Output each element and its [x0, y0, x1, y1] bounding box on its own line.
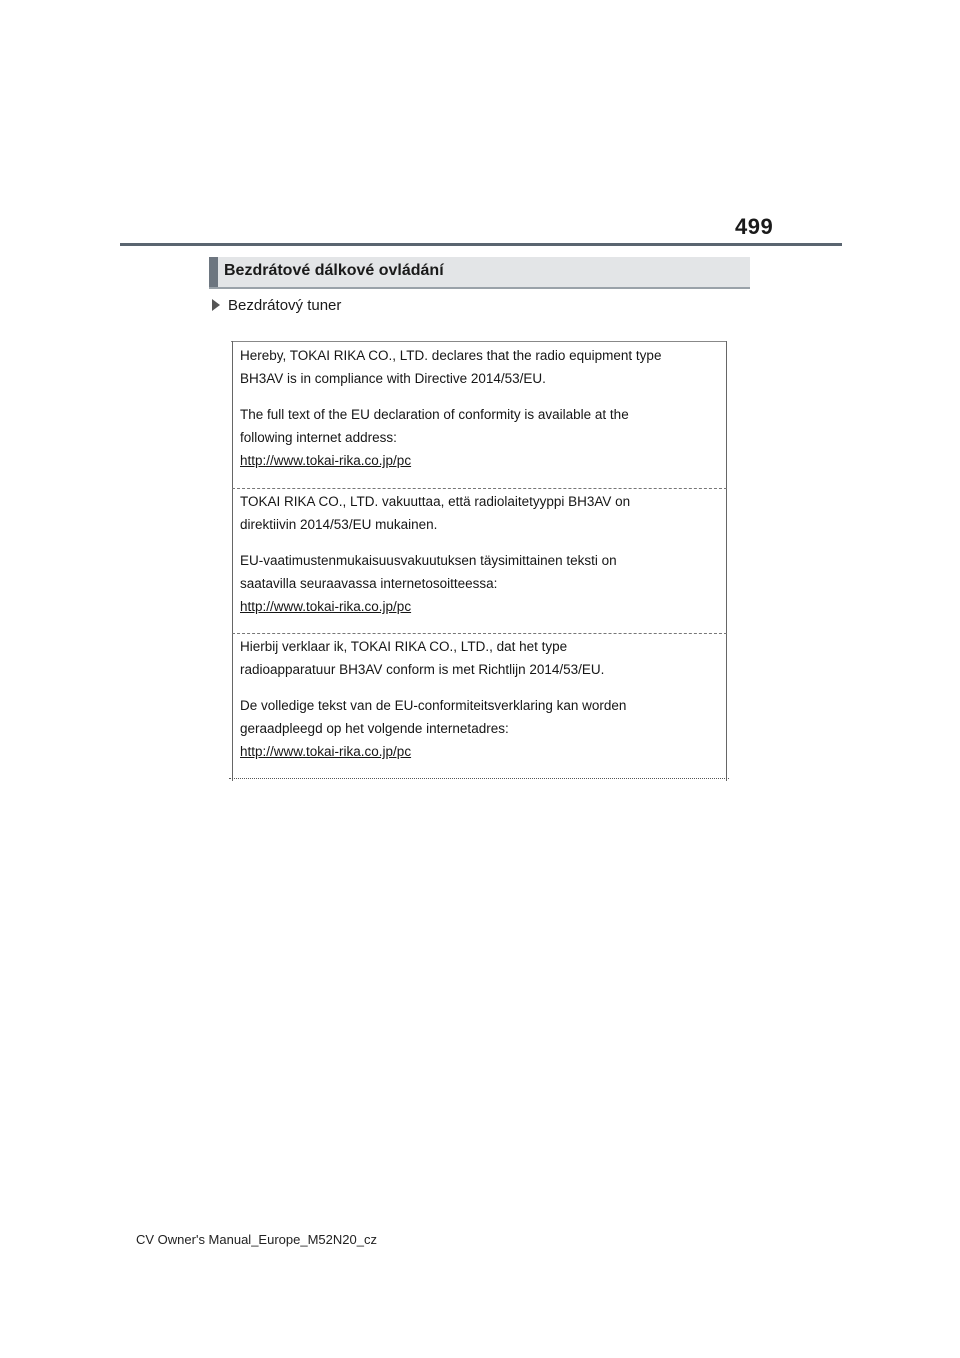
declaration-line: following internet address:: [240, 430, 397, 445]
declaration-url[interactable]: http://www.tokai-rika.co.jp/pc: [240, 744, 412, 759]
declaration-finnish: [240, 490, 718, 618]
box-right-edge: [726, 341, 727, 781]
declaration-line: radioapparatuur BH3AV conform is met Richtlijn 2014/53/EU.: [240, 662, 605, 677]
subheading-text: Bezdrátový tuner: [228, 297, 342, 314]
declaration-english: [240, 344, 718, 472]
page-number: 499: [735, 214, 774, 239]
top-rule: [120, 243, 842, 246]
box-top-edge: [231, 341, 727, 342]
declaration-box: [229, 341, 729, 781]
section-title: Bezdrátové dálkové ovládání: [224, 262, 444, 279]
section-header-bar: [209, 257, 218, 287]
declaration-line: BH3AV is in compliance with Directive 2014/53/EU.: [240, 371, 546, 386]
declaration-line: The full text of the EU declaration of conformity is available at the: [240, 407, 629, 422]
section-header: [209, 257, 750, 289]
triangle-bullet-icon: [212, 299, 220, 311]
box-left-edge: [232, 341, 233, 781]
declaration-line: Hierbij verklaar ik, TOKAI RIKA CO., LTD., dat het type: [240, 639, 568, 654]
declaration-line: direktiivin 2014/53/EU mukainen.: [240, 517, 438, 532]
declaration-url[interactable]: http://www.tokai-rika.co.jp/pc: [240, 453, 412, 468]
declaration-dutch: [240, 635, 718, 763]
section-divider: [232, 488, 727, 489]
declaration-line: Hereby, TOKAI RIKA CO., LTD. declares that the radio equipment type: [240, 348, 662, 363]
declaration-line: geraadpleegd op het volgende internetadres:: [240, 721, 509, 736]
box-bottom-edge: [229, 778, 729, 780]
declaration-line: TOKAI RIKA CO., LTD. vakuuttaa, että radiolaitetyyppi BH3AV on: [240, 494, 631, 509]
declaration-line: De volledige tekst van de EU-conformiteitsverklaring kan worden: [240, 698, 627, 713]
declaration-url[interactable]: http://www.tokai-rika.co.jp/pc: [240, 599, 412, 614]
footer-text: CV Owner's Manual_Europe_M52N20_cz: [136, 1232, 377, 1247]
subheading: [212, 297, 341, 314]
declaration-line: saatavilla seuraavassa internetosoitteessa:: [240, 576, 498, 591]
declaration-line: EU-vaatimustenmukaisuusvakuutuksen täysimittainen teksti on: [240, 553, 617, 568]
section-divider: [232, 633, 727, 634]
